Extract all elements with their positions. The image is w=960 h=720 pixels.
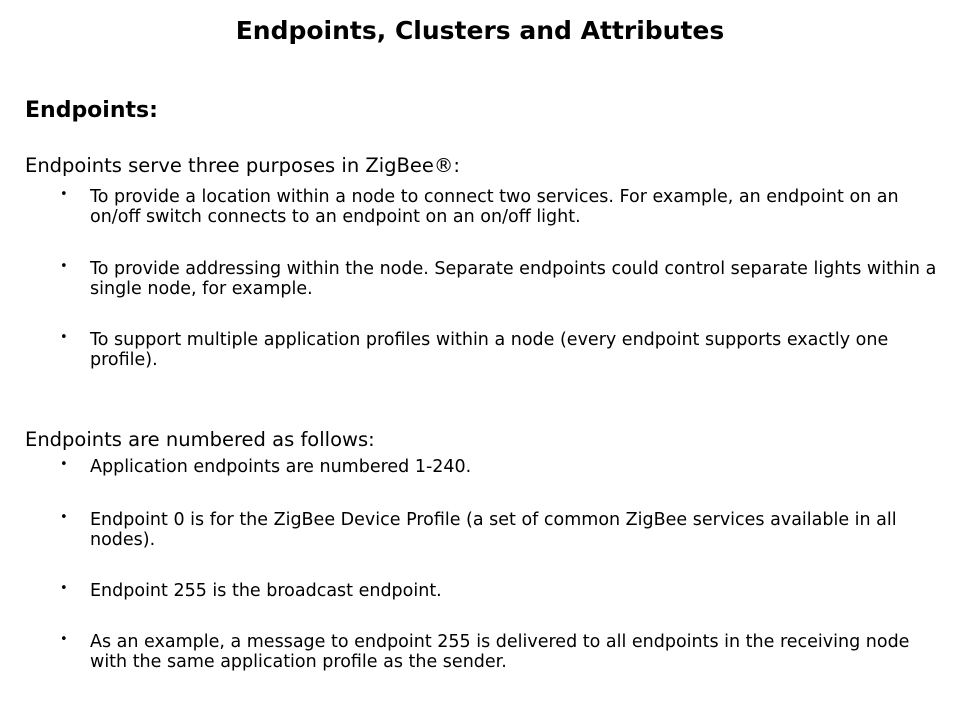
- numbering-item-2: Endpoint 0 is for the ZigBee Device Profile (a set of common ZigBee services available in all nodes).: [90, 510, 897, 550]
- numbering-item-3: Endpoint 255 is the broadcast endpoint.: [90, 581, 442, 601]
- purposes-intro: Endpoints serve three purposes in ZigBee®:: [25, 154, 460, 177]
- purpose-item-1: To provide a location within a node to connect two services. For example, an endpoint on an on/off switch connects to an endpoint on an on/off light.: [90, 187, 899, 227]
- numbering-item-4: As an example, a message to endpoint 255 is delivered to all endpoints in the receiving node with the same application profile as the sender.: [90, 632, 910, 672]
- bullet-icon: •: [60, 187, 68, 202]
- bullet-icon: •: [60, 259, 68, 274]
- section-heading: Endpoints:: [25, 98, 158, 123]
- bullet-icon: •: [60, 510, 68, 525]
- bullet-icon: •: [60, 330, 68, 345]
- numbering-intro: Endpoints are numbered as follows:: [25, 428, 375, 451]
- purpose-item-3: To support multiple application profiles within a node (every endpoint supports exactly one profile).: [90, 330, 889, 370]
- bullet-icon: •: [60, 581, 68, 596]
- purpose-item-2: To provide addressing within the node. Separate endpoints could control separate lights within a single node, for example.: [90, 259, 937, 299]
- bullet-icon: •: [60, 632, 68, 647]
- bullet-icon: •: [60, 457, 68, 472]
- numbering-item-1: Application endpoints are numbered 1-240.: [90, 457, 472, 477]
- slide-title: Endpoints, Clusters and Attributes: [235, 16, 725, 45]
